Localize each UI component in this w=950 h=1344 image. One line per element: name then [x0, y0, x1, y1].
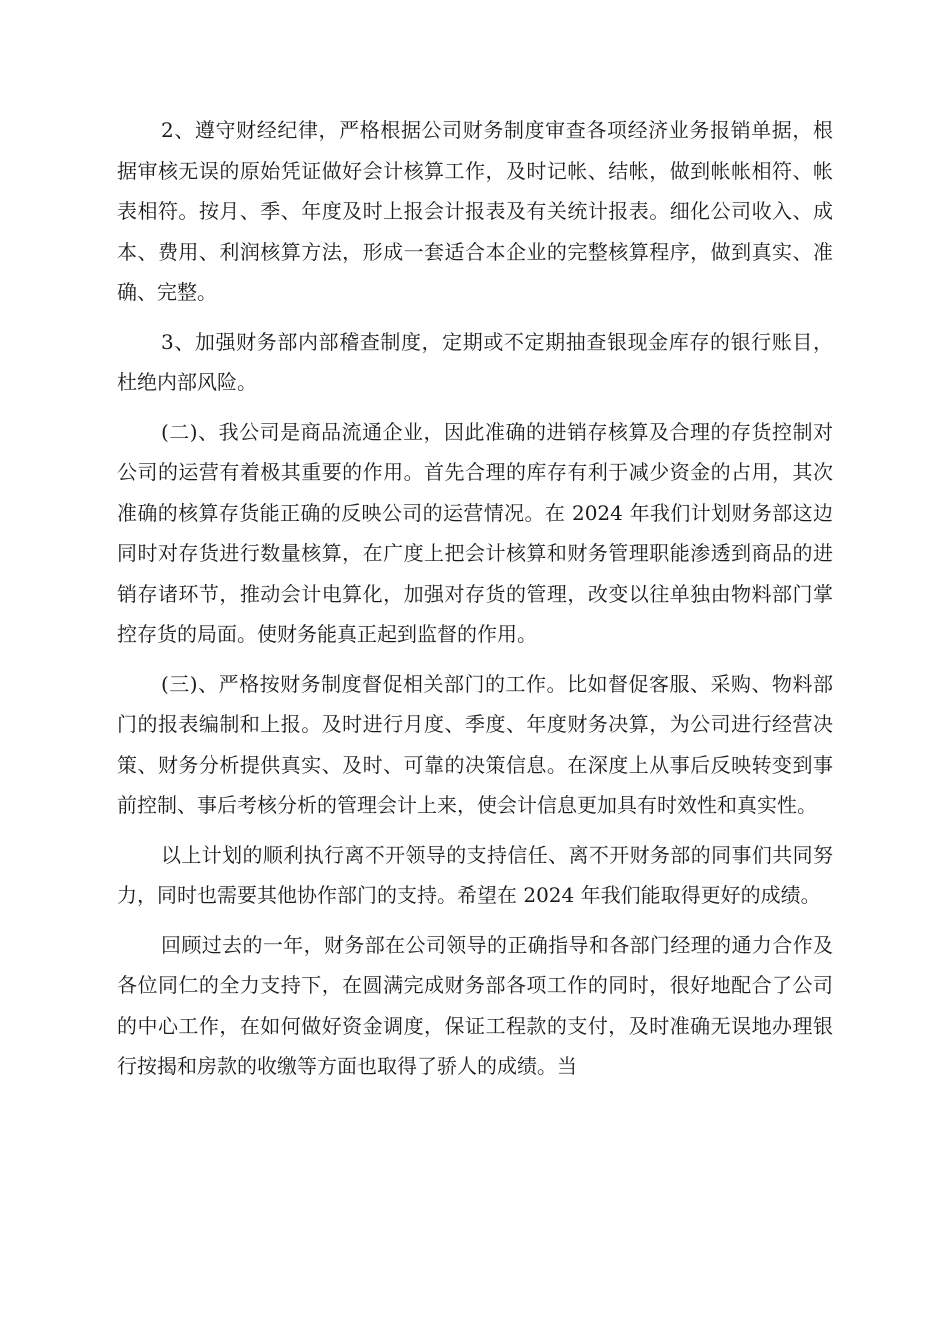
paragraph-section-3-supervision: (三)、严格按财务制度督促相关部门的工作。比如督促客服、采购、物料部门的报表编制和上报。及时进行月度、季度、年度财务决算，为公司进行经营决策、财务分析提供真实、及时、可靠的决策信息。在深度上从事后反映转变到事前控制、事后考核分析的管理会计上来，使会计信息更加具有时效性和真实性。: [117, 671, 833, 817]
paragraph-item-2-accounting-discipline: 2、遵守财经纪律，严格根据公司财务制度审查各项经济业务报销单据，根据审核无误的原始凭证做好会计核算工作，及时记帐、结帐，做到帐帐相符、帐表相符。按月、季、年度及时上报会计报表及有关统计报表。细化公司收入、成本、费用、利润核算方法，形成一套适合本企业的完整核算程序，做到真实、准确、完整。: [117, 118, 833, 304]
document-body: [117, 110, 833, 1096]
paragraph-item-3-internal-audit: 3、加强财务部内部稽查制度，定期或不定期抽查银现金库存的银行账目，杜绝内部风险。: [117, 329, 833, 394]
paragraph-review: 回顾过去的一年，财务部在公司领导的正确指导和各部门经理的通力合作及各位同仁的全力支持下，在圆满完成财务部各项工作的同时，很好地配合了公司的中心工作，在如何做好资金调度，保证工程款的支付，及时准确无误地办理银行按揭和房款的收缴等方面也取得了骄人的成绩。当: [117, 932, 833, 1078]
paragraph-conclusion: 以上计划的顺利执行离不开领导的支持信任、离不开财务部的同事们共同努力，同时也需要其他协作部门的支持。希望在 2024 年我们能取得更好的成绩。: [117, 842, 833, 907]
paragraph-section-2-inventory: (二)、我公司是商品流通企业，因此准确的进销存核算及合理的存货控制对公司的运营有着极其重要的作用。首先合理的库存有利于减少资金的占用，其次准确的核算存货能正确的反映公司的运营情况。在 2024 年我们计划财务部这边同时对存货进行数量核算，在广度上把会计核算和财务管理职能渗透到商品的进销存诸环节，推动会计电算化，加强对存货的管理，改变以往单独由物料部门掌控存货的局面。使财务能真正起到监督的作用。: [117, 419, 833, 646]
